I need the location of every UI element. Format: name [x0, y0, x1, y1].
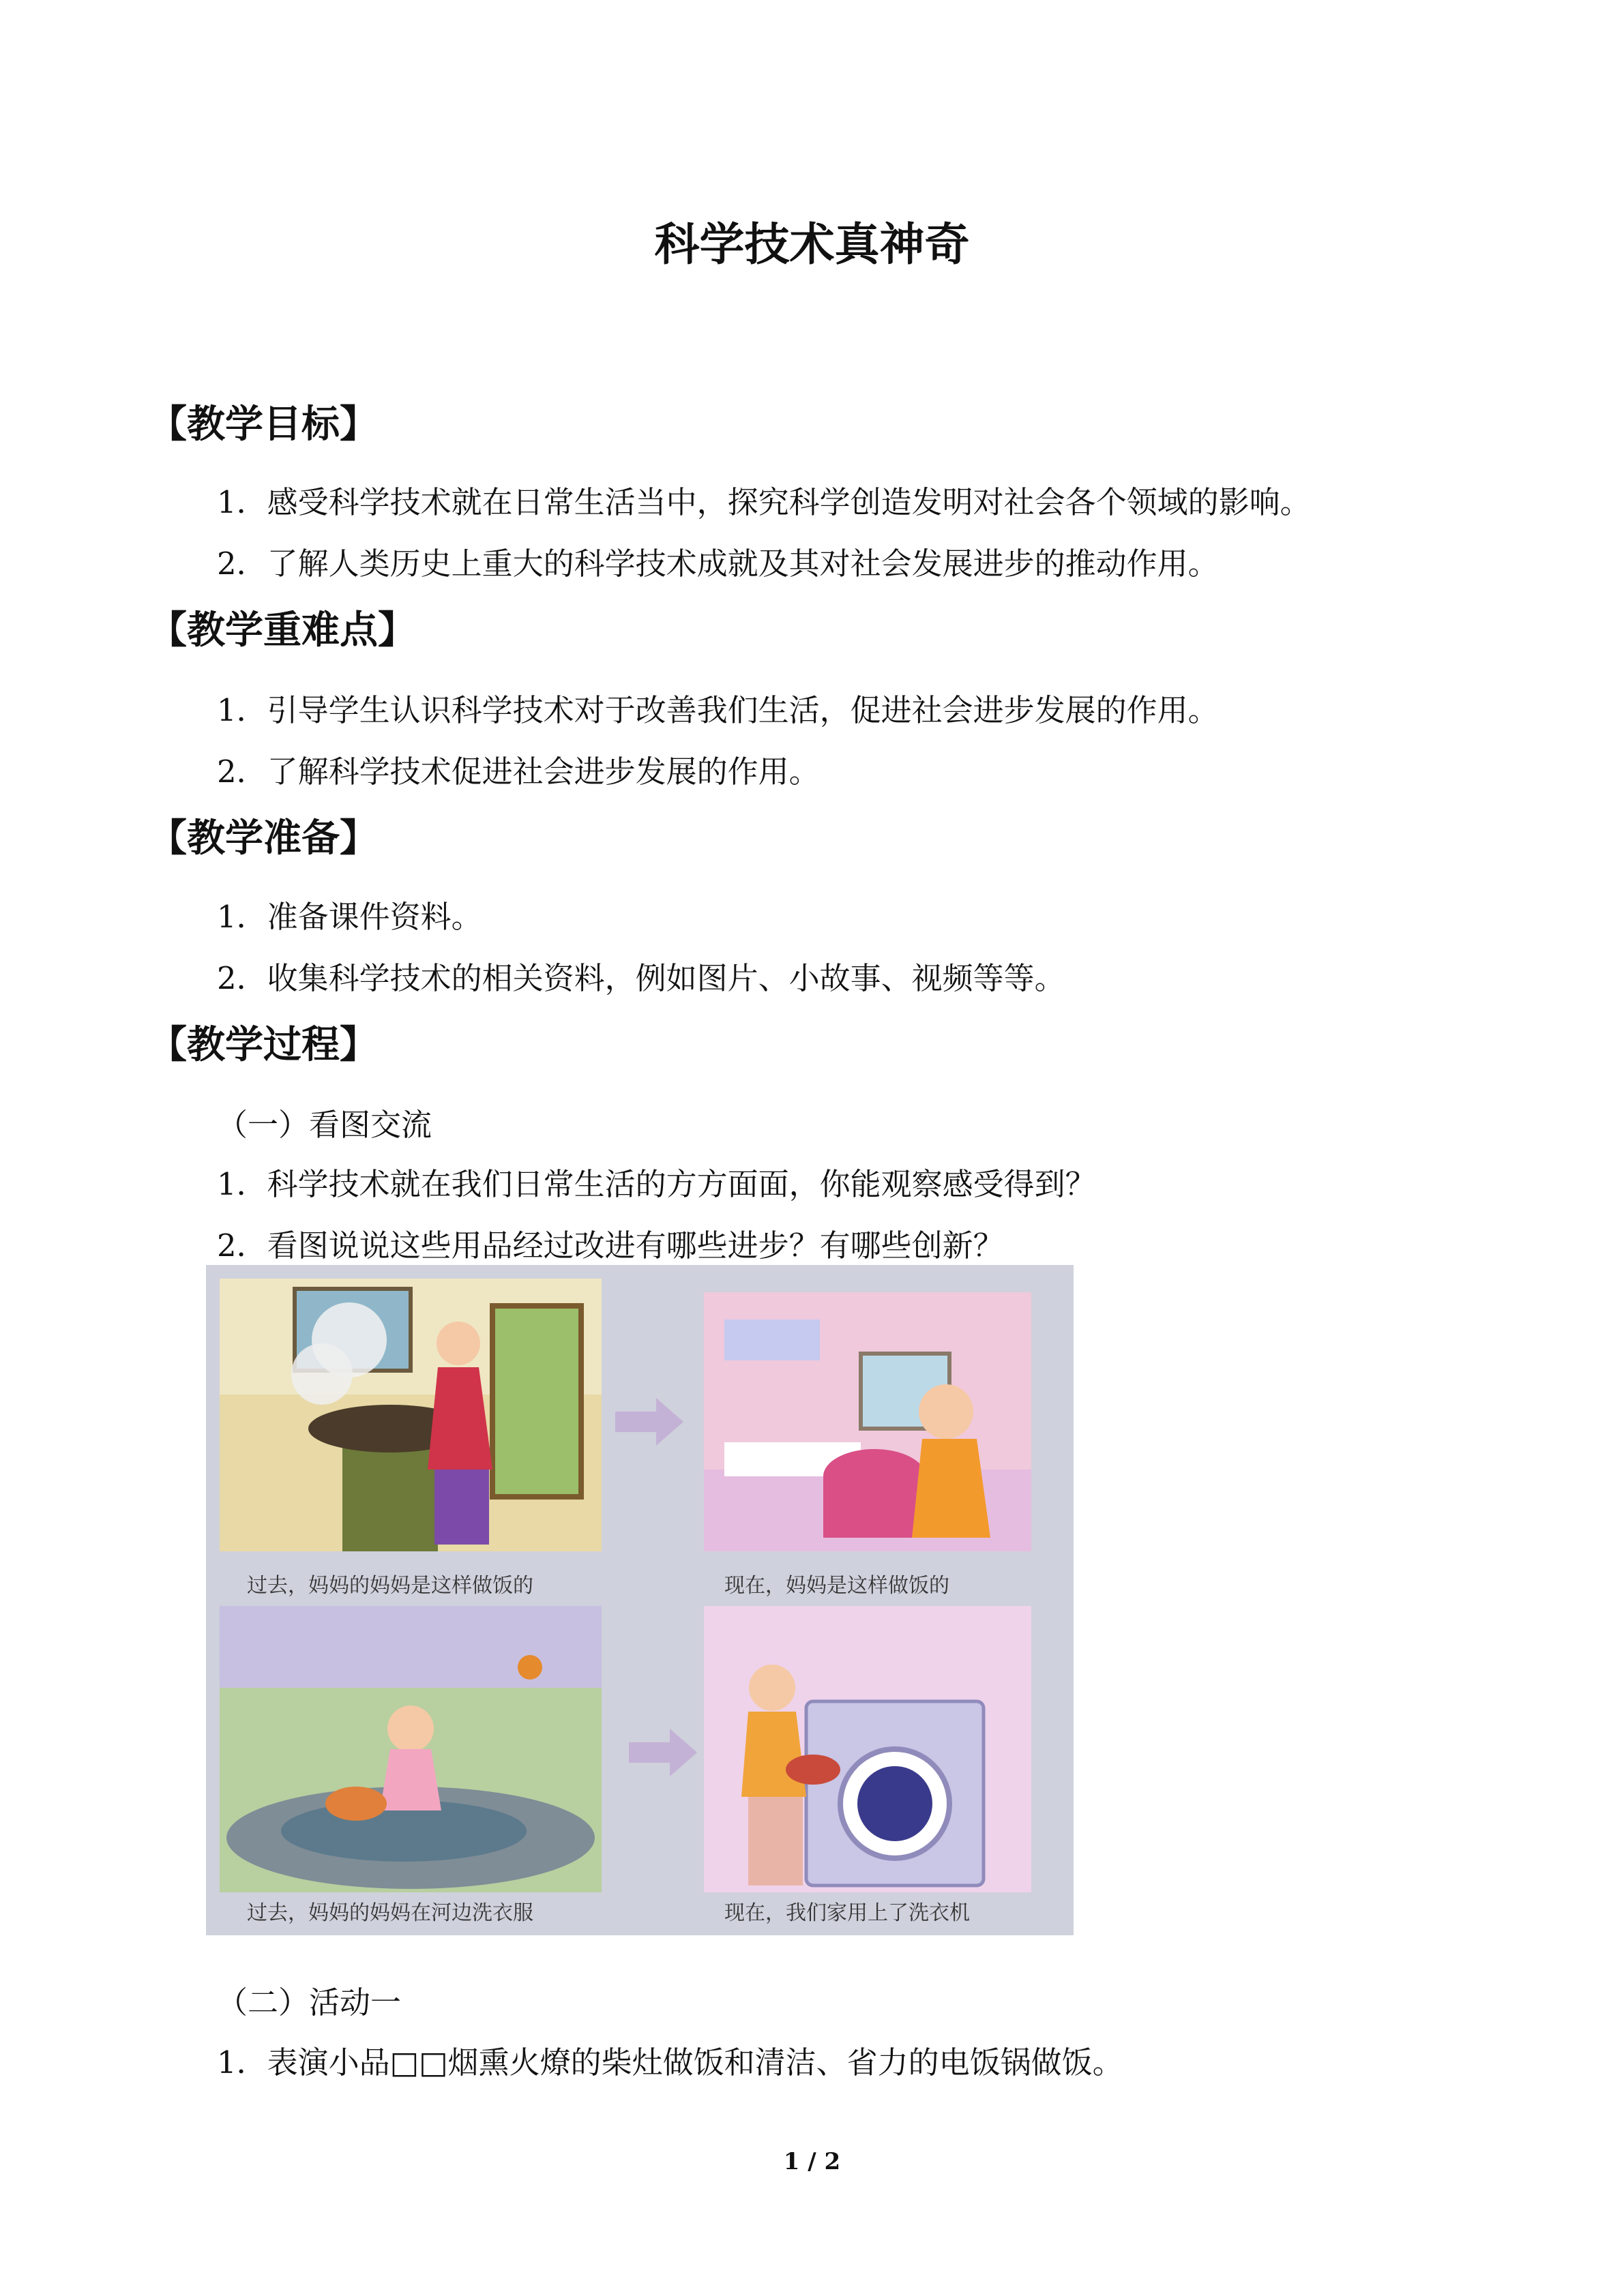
caption-old-cooking: 过去，妈妈的妈妈是这样做饭的: [247, 1574, 533, 1598]
caption-new-cooking: 现在，妈妈是这样做饭的: [724, 1574, 949, 1598]
process-part1-item-2: 2．看图说说这些用品经过改进有哪些进步？有哪些创新？: [217, 1227, 1004, 1264]
illustration-panel: [206, 1265, 1074, 1935]
heading-objectives: 【教学目标】: [149, 402, 378, 447]
process-part2-item-1: 1．表演小品□□烟熏火燎的柴灶做饭和清洁、省力的电饭锅做饭。: [217, 2044, 1123, 2081]
key-point-item-2: 2．了解科学技术促进社会进步发展的作用。: [217, 754, 820, 790]
arrow-icon: [629, 1729, 697, 1776]
caption-old-washing: 过去，妈妈的妈妈在河边洗衣服: [247, 1901, 533, 1925]
heading-process: 【教学过程】: [149, 1023, 378, 1067]
rice-cooker-scene: [704, 1292, 1031, 1551]
process-part1-title: （一）看图交流: [217, 1107, 432, 1143]
old-cooking-scene: [220, 1279, 602, 1551]
preparation-item-1: 1．准备课件资料。: [217, 899, 482, 935]
objective-item-2: 2．了解人类历史上重大的科学技术成就及其对社会发展进步的推动作用。: [217, 546, 1219, 582]
heading-key-points: 【教学重难点】: [149, 608, 416, 653]
caption-new-washing: 现在，我们家用上了洗衣机: [724, 1901, 970, 1925]
objective-item-1: 1．感受科学技术就在日常生活当中，探究科学创造发明对社会各个领域的影响。: [217, 484, 1311, 520]
process-part2-title: （二）活动一: [217, 1984, 402, 2021]
arrow-icon: [615, 1398, 683, 1446]
heading-preparation: 【教学准备】: [149, 816, 378, 861]
page-number: 1 / 2: [783, 2148, 841, 2175]
river-washing-scene: [220, 1606, 602, 1892]
washing-machine-scene: [704, 1606, 1031, 1892]
preparation-item-2: 2．收集科学技术的相关资料，例如图片、小故事、视频等等。: [217, 960, 1065, 996]
key-point-item-1: 1．引导学生认识科学技术对于改善我们生活，促进社会进步发展的作用。: [217, 692, 1219, 728]
process-part1-item-1: 1．科学技术就在我们日常生活的方方面面，你能观察感受得到？: [217, 1166, 1096, 1202]
page-title: 科学技术真神奇: [654, 218, 970, 271]
